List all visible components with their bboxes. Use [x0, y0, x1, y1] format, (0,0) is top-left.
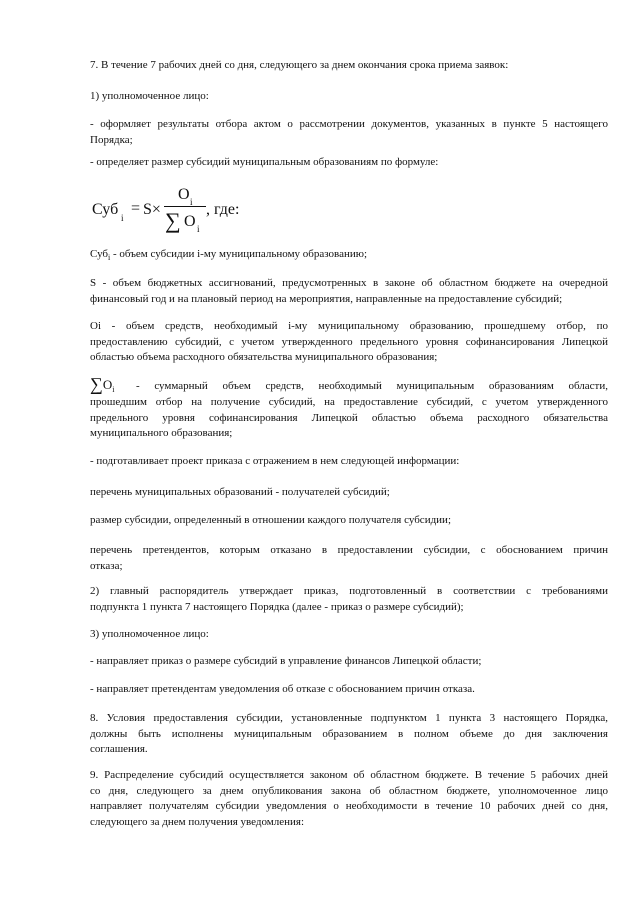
formula-s-times: S× [143, 201, 161, 218]
paragraph-sends-refusal [90, 682, 608, 698]
sigma-o-subscript: i [112, 385, 115, 395]
paragraph-oi-definition [90, 319, 608, 366]
text-line: отказа; [90, 559, 123, 572]
formula-denominator-subscript: i [197, 224, 200, 234]
formula-suffix: , где: [206, 201, 240, 218]
text-line: направляет получателям субсидии уведомления о необходимости в течение 10 рабочих дней со дня, [90, 800, 608, 813]
paragraph-subsidy-amount [90, 513, 608, 529]
text-line: со дня, следующего за днем опубликования закона об областном бюджете, уполномоченное лицо [90, 784, 608, 797]
text-line: размер субсидии, определенный в отношении каждого получателя субсидии; [90, 514, 452, 526]
text-line: - определяет размер субсидий муниципальным образованиям по формуле: [90, 156, 439, 168]
sigma-symbol-group [90, 378, 136, 395]
paragraph-chief-approves [90, 584, 608, 615]
text-line: Порядка; [90, 133, 133, 146]
formula-numerator-subscript: i [190, 197, 193, 207]
paragraph-7-intro [90, 58, 608, 74]
text-line: финансовый год и на плановый период на мероприятия, направленные на предоставление субсидий; [90, 292, 563, 305]
formula-lhs-subscript: i [121, 213, 124, 223]
text-line: 2) главный распорядитель утверждает приказ, подготовленный в соответствии с требованиями [90, 585, 608, 597]
text-line: должны быть исполнены муниципальным образованием в полном объеме до дня заключения [90, 727, 608, 740]
text-line: - направляет претендентам уведомления об отказе с обоснованием причин отказа. [90, 683, 475, 695]
paragraph-authorized-person-3 [90, 627, 608, 643]
text-line: муниципального образования; [90, 427, 233, 440]
paragraph-recipients-list [90, 485, 608, 501]
paragraph-subsidy-definition [90, 247, 608, 263]
text-line: S - объем бюджетных ассигнований, предусмотренных в законе об областном бюджете на очередной [90, 277, 608, 289]
sigma-definition-text: - суммарный объем средств, необходимый муниципальным образованиям области, [136, 380, 608, 393]
paragraph-8-conditions [90, 711, 608, 758]
paragraph-rejected-list [90, 543, 608, 574]
paragraph-prepares-draft [90, 454, 608, 470]
sigma-symbol: ∑ [90, 378, 103, 395]
text-line: - оформляет результаты отбора актом о рассмотрении документов, указанных в пункте 5 настоящего [90, 118, 608, 130]
text-line: 8. Условия предоставления субсидии, установленные подпунктом 1 пункта 3 настоящего Порядка, [90, 712, 608, 724]
text-line: перечень муниципальных образований - получателей субсидий; [90, 486, 390, 498]
text-line: предельного уровня софинансирования Липецкой областью объема расходного обязательства [90, 411, 608, 424]
paragraph-sigma-definition [90, 378, 608, 442]
paragraph-authorized-person [90, 89, 608, 105]
formula-equals: = [131, 200, 141, 217]
formula-denominator: O [184, 213, 196, 230]
subsidy-symbol-subscript: i [108, 253, 111, 262]
text-line: 7. В течение 7 рабочих дней со дня, следующего за днем окончания срока приема заявок: [90, 59, 509, 71]
text-line: Oi - объем средств, необходимый i-му муниципальному образованию, прошедшему отбор, по [90, 320, 608, 332]
formula-lhs: Суб [92, 201, 119, 218]
formula-numerator: O [178, 186, 190, 203]
formula-sigma: ∑ [165, 208, 181, 233]
subsidy-definition-text: - объем субсидии i-му муниципальному образованию; [110, 248, 368, 260]
paragraph-9-distribution [90, 768, 608, 830]
text-line [90, 378, 608, 395]
text-line: прошедшим отбор на получение субсидий, на предоставление субсидий, с учетом утвержденного [90, 396, 608, 408]
fraction-bar [164, 206, 206, 207]
text-line [90, 247, 608, 263]
text-line: следующего за днем получения уведомления: [90, 815, 305, 828]
subsidy-symbol: Суб [90, 248, 109, 260]
text-line: - подготавливает проект приказа с отражением в нем следующей информации: [90, 455, 460, 467]
sigma-o: O [102, 378, 113, 393]
text-line: - направляет приказ о размере субсидий в управление финансов Липецкой области; [90, 655, 482, 667]
text-line: 3) уполномоченное лицо: [90, 628, 209, 640]
text-line: подпункта 1 пункта 7 настоящего Порядка (далее - приказ о размере субсидий); [90, 600, 464, 613]
paragraph-sends-order [90, 654, 608, 670]
text-line: 1) уполномоченное лицо: [90, 90, 209, 102]
paragraph-formalizes-results [90, 117, 608, 148]
paragraph-s-definition [90, 276, 608, 307]
text-line: соглашения. [90, 743, 148, 756]
subsidy-formula [90, 180, 270, 236]
text-line: предоставлению субсидий, с учетом утвержденного предельного уровня софинансирования Липецкой [90, 335, 608, 348]
text-line: областью объема расходного обязательства муниципального образования; [90, 351, 438, 364]
paragraph-determines-size [90, 155, 608, 171]
text-line: 9. Распределение субсидий осуществляется законом об областном бюджете. В течение 5 рабочих дней [90, 769, 608, 781]
text-line: перечень претендентов, которым отказано в предоставлении субсидии, с обоснованием причин [90, 544, 608, 556]
